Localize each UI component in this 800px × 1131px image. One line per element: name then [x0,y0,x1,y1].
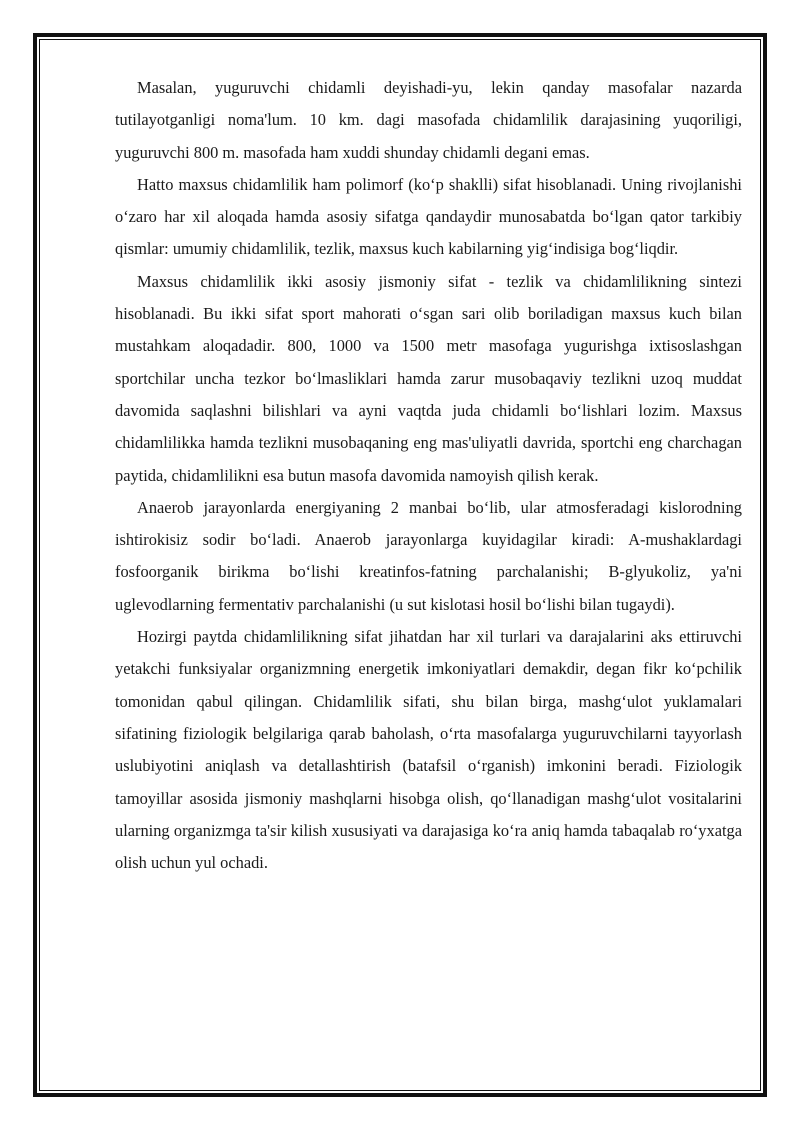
document-body [115,72,742,879]
paragraph: Hatto maxsus chidamlilik ham polimorf (ko‘p shaklli) sifat hisoblanadi. Uning rivojlanishi o‘zaro har xil aloqada hamda asosiy sifatga qandaydir munosabatda bo‘lgan qator tarkibiy qismlar: umumiy chidamlilik, tezlik, maxsus kuch kabilarning yig‘indisiga bog‘liqdir. [115,174,742,259]
paragraph: Maxsus chidamlilik ikki asosiy jismoniy sifat - tezlik va chidamlilikning sintezi hisoblanadi. Bu ikki sifat sport mahorati o‘sgan sari olib boriladigan maxsus kuch bilan mustahkam aloqadadir. 800, 1000 va 1500 metr masofaga yugurishga ixtisoslashgan sportchilar uncha tezkor bo‘lmasliklari hamda zarur musobaqaviy tezlikni uzoq muddat davomida saqlashni bilishlari va ayni vaqtda juda chidamli bo‘lishlari lozim. Maxsus chidamlilikka hamda tezlikni musobaqaning eng mas'uliyatli davrida, sportchi eng charchagan paytida, chidamlilikni esa butun masofa davomida namoyish qilish kerak. [115,271,742,485]
paragraph: Masalan, yuguruvchi chidamli deyishadi-yu, lekin qanday masofalar nazarda tutilayotganligi noma'lum. 10 km. dagi masofada chidamlilik darajasining yuqoriligi, yuguruvchi 800 m. masofada ham xuddi shunday chidamli degani emas. [115,78,742,162]
paragraph: Anaerob jarayonlarda energiyaning 2 manbai bo‘lib, ular atmosferadagi kislorodning ishtirokisiz sodir bo‘ladi. Anaerob jarayonlarga kuyidagilar kiradi: A-mushaklardagi fosfoorganik birikma bo‘lishi kreatinfos-fatning parchalanishi; B-glyukoliz, ya'ni uglevodlarning fermentativ parchalanishi (u sut kislotasi hosil bo‘lishi bilan tugaydi). [115,497,742,614]
paragraph: Hozirgi paytda chidamlilikning sifat jihatdan har xil turlari va darajalarini aks ettiruvchi yetakchi funksiyalar organizmning energetik imkoniyatlari demakdir, degan fikr ko‘pchilik tomonidan qabul qilingan. Chidamlilik sifati, shu bilan birga, mashg‘ulot yuklamalari sifatining fiziologik belgilariga qarab baholash, o‘rta masofalarga yuguruvchilarni tayyorlash uslubiyotini aniqlash va detallashtirish (batafsil o‘rganish) imkonini beradi. Fiziologik tamoyillar asosida jismoniy mashqlarni hisobga olish, qo‘llanadigan mashg‘ulot vositalarini ularning organizmga ta'sir kilish xususiyati va darajasiga ko‘ra aniq hamda tabaqalab ro‘yxatga olish uchun yul ochadi. [115,627,742,873]
